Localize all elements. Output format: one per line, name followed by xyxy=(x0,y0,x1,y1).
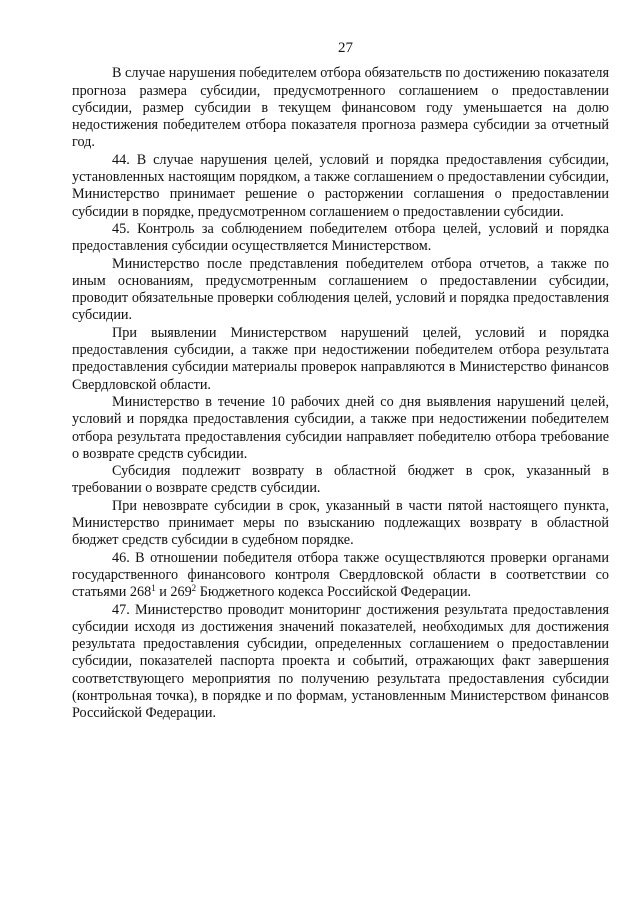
paragraph-47: 47. Министерство проводит мониторинг достижения результата предоставления субсидии исходя из достижения значений показателей, необходимых для достижения результата предоставления субсидии, определенных соглашением о предоставлении субсидии, показателей паспорта проекта и событий, отражающих факт завершения соответствующего мероприятия по получению результата предоставления субсидии (контрольная точка), в порядке и по формам, установленным Министерством финансов Российской Федерации. xyxy=(72,601,609,722)
superscript-index: 1 xyxy=(151,583,156,594)
paragraph-45: 45. Контроль за соблюдением победителем отбора целей, условий и порядка предоставления субсидии осуществляется Министерством. xyxy=(72,220,609,255)
paragraph-violations-found: При выявлении Министерством нарушений целей, условий и порядка предоставления субсидии, а также при недостижении победителем отбора результата предоставления субсидии материалы проверок направляются в Министерство финансов Свердловской области. xyxy=(72,324,609,393)
paragraph-subsidy-reduction: В случае нарушения победителем отбора обязательств по достижению показателя прогноза размера субсидии, предусмотренного соглашением о предоставлении субсидии, размер субсидии в текущем финансовом году уменьшается на долю недостижения победителем отбора показателя прогноза размера субсидии за отчетный год. xyxy=(72,65,609,151)
superscript-index: 2 xyxy=(191,583,197,594)
paragraph-return-to-budget: Субсидия подлежит возврату в областной бюджет в срок, указанный в требовании о возврате средств субсидии. xyxy=(72,463,609,497)
paragraph-court-recovery: При невозврате субсидии в срок, указанный в части пятой настоящего пункта, Министерство принимает меры по взысканию подлежащих возврату в областной бюджет средств субсидии в судебном порядке. xyxy=(72,497,609,549)
paragraph-ministry-checks: Министерство после представления победителем отбора отчетов, а также по иным основаниям, предусмотренным соглашением о предоставлении субсидии, проводит обязательные проверки соблюдения целей, условий и порядка предоставления субсидии. xyxy=(72,255,609,324)
document-page xyxy=(72,40,609,723)
paragraph-return-request: Министерство в течение 10 рабочих дней со дня выявления нарушений целей, условий и порядка предоставления субсидии, а также при недостижении победителем отбора результата предоставления субсидии направляет победителю отбора требование о возврате средств субсидии. xyxy=(72,393,609,462)
page-number: 27 xyxy=(338,40,353,56)
paragraph-44: 44. В случае нарушения целей, условий и порядка предоставления субсидии, установленных настоящим порядком, а также соглашением о предоставлении субсидии, Министерство принимает решение о расторжении соглашения о предоставлении субсидии в порядке, предусмотренном соглашением о предоставлении субсидии. xyxy=(72,151,609,220)
paragraph-46: 46. В отношении победителя отбора также осуществляются проверки органами государственного финансового контроля Свердловской области в соответствии со статьями $268^1$ и $269^2$ Бюджетного кодекса Российской Федерации. xyxy=(72,549,609,601)
